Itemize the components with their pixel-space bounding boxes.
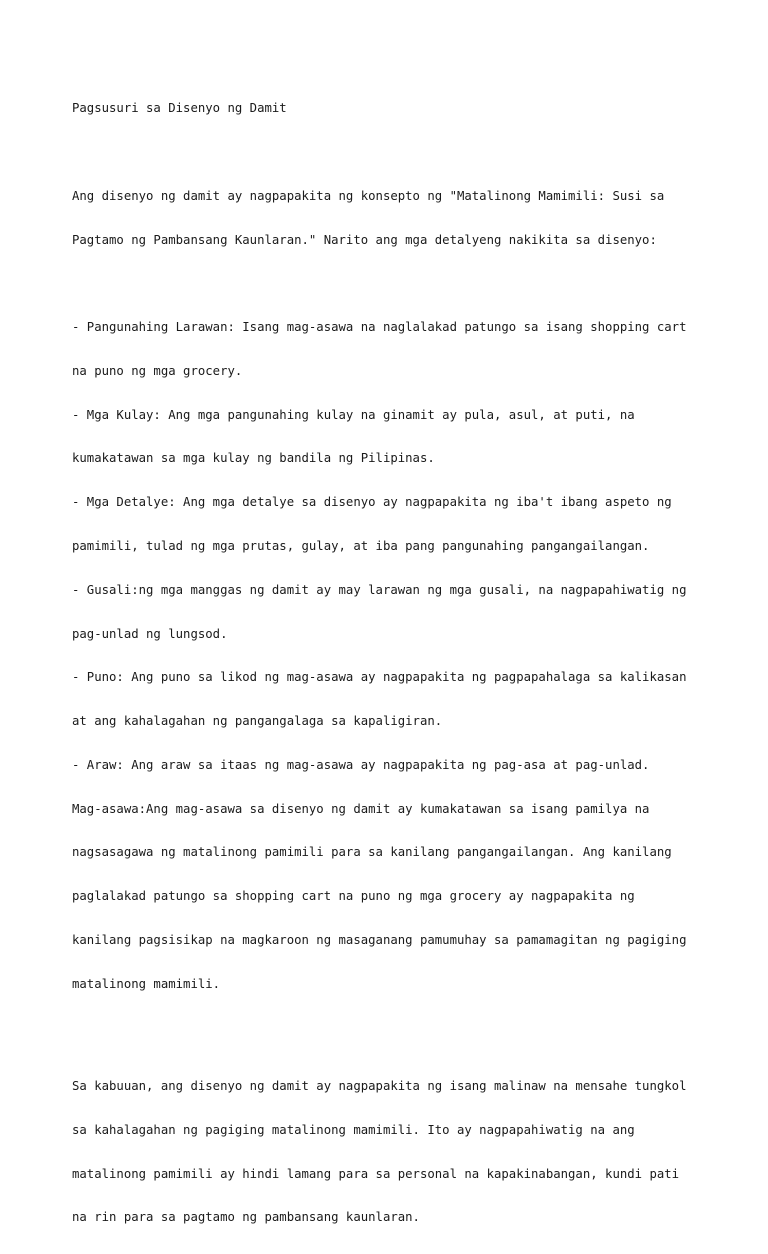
text-line: paglalakad patungo sa shopping cart na puno ng mga grocery ay nagpapakita ng — [72, 889, 635, 904]
text-line: at ang kahalagahan ng pangangalaga sa kapaligiran. — [72, 714, 443, 729]
text-line: pag-unlad ng lungsod. — [72, 626, 228, 641]
text-line: Mag-asawa:Ang mag-asawa sa disenyo ng damit ay kumakatawan sa isang pamilya na — [72, 801, 650, 816]
text-line: kanilang pagsisikap na magkaroon ng masaganang pamumuhay sa pamamagitan ng pagiging — [72, 933, 687, 948]
text-line: - Puno: Ang puno sa likod ng mag-asawa ay nagpapakita ng pagpapahalaga sa kalikasan — [72, 670, 687, 685]
text-line: - Gusali:ng mga manggas ng damit ay may larawan ng mga gusali, na nagpapahiwatig ng — [72, 582, 687, 597]
text-line: - Araw: Ang araw sa itaas ng mag-asawa ay nagpapakita ng pag-asa at pag-unlad. — [72, 757, 650, 772]
text-line: Ang disenyo ng damit ay nagpapakita ng konsepto ng "Matalinong Mamimili: Susi sa — [72, 188, 665, 203]
text-line: Pagtamo ng Pambansang Kaunlaran." Narito ang mga detalyeng nakikita sa disenyo: — [72, 232, 657, 247]
text-line: - Pangunahing Larawan: Isang mag-asawa na naglalakad patungo sa isang shopping cart — [72, 320, 687, 335]
text-line: pamimili, tulad ng mga prutas, gulay, at iba pang pangunahing pangangailangan. — [72, 539, 650, 553]
text-line: na puno ng mga grocery. — [72, 363, 243, 378]
text-line: kumakatawan sa mga kulay ng bandila ng Pilipinas. — [72, 451, 435, 466]
text-line: matalinong pamimili ay hindi lamang para sa personal na kapakinabangan, kundi pati — [72, 1166, 680, 1181]
text-line: matalinong mamimili. — [72, 976, 221, 991]
text-line: na rin para sa pagtamo ng pambansang kaunlaran. — [72, 1210, 420, 1225]
text-line: sa kahalagahan ng pagiging matalinong mamimili. Ito ay nagpapahiwatig na ang — [72, 1122, 635, 1137]
document-title — [72, 72, 712, 145]
text-line: - Mga Kulay: Ang mga pangunahing kulay na ginamit ay pula, asul, at puti, na — [72, 407, 635, 422]
text-line: Sa kabuuan, ang disenyo ng damit ay nagpapakita ng isang malinaw na mensahe tungkol — [72, 1078, 687, 1093]
title-line: Pagsusuri sa Disenyo ng Damit — [72, 101, 287, 116]
document-page — [72, 72, 712, 1254]
conclusion-paragraph — [72, 1050, 712, 1254]
intro-paragraph — [72, 160, 712, 277]
text-line: nagsasagawa ng matalinong pamimili para sa kanilang pangangailangan. Ang kanilang — [72, 845, 672, 860]
details-list — [72, 291, 712, 1021]
text-line: - Mga Detalye: Ang mga detalye sa disenyo ay nagpapakita ng iba't ibang aspeto ng — [72, 495, 672, 510]
